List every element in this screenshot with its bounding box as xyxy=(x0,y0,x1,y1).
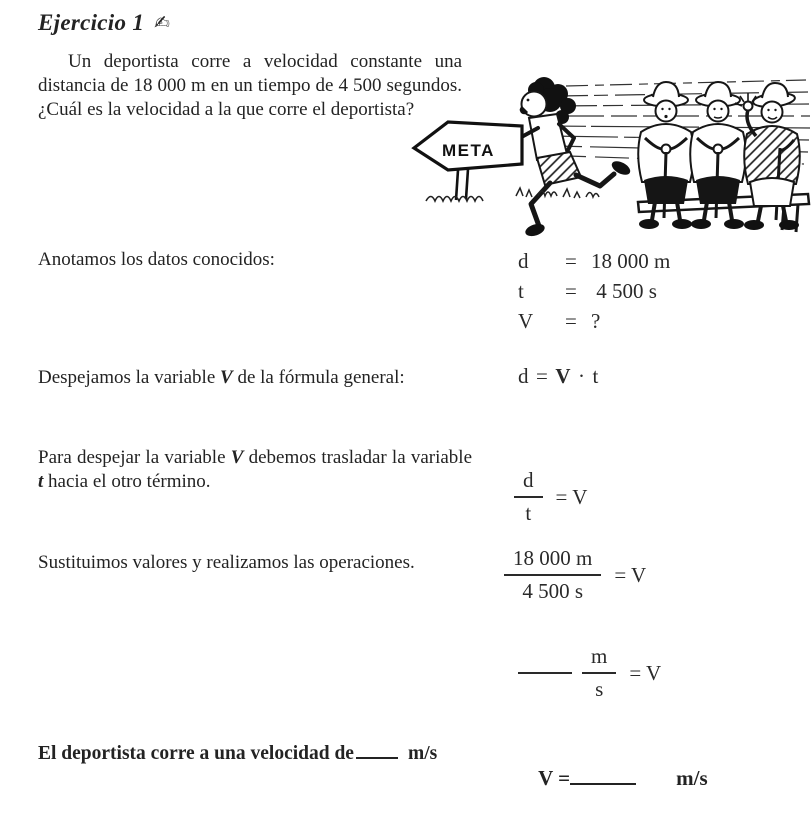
equals-v: = V xyxy=(555,484,588,509)
step-3-variable-t: t xyxy=(38,471,44,492)
fraction-numerator: 18 000 m xyxy=(504,546,601,576)
equals-sign: = xyxy=(552,766,571,790)
conclusion-blank-line xyxy=(356,742,398,759)
step-3-variable-v: V xyxy=(230,447,244,468)
formula-substituted xyxy=(504,546,646,604)
conclusion-sentence xyxy=(38,742,437,765)
runner-illustration xyxy=(398,40,812,240)
variable-name: d xyxy=(518,249,529,273)
fraction-numerator: d xyxy=(514,468,543,498)
fraction-denominator: t xyxy=(525,501,532,525)
grass-tufts-icon xyxy=(516,188,599,198)
variable-value: 18 000 m xyxy=(591,249,671,273)
formula-solved xyxy=(514,468,587,526)
data-row-time xyxy=(518,276,670,306)
final-unit: m/s xyxy=(676,766,708,790)
writing-hand-icon: ✍ xyxy=(154,12,171,34)
meta-sign-label: META xyxy=(442,141,495,160)
equals-v: = V xyxy=(614,562,647,587)
step-2-pre: Despejamos la variable xyxy=(38,367,221,388)
equals-sign: = xyxy=(536,364,549,388)
final-answer-blank-line xyxy=(570,768,636,785)
step-2-label xyxy=(38,366,474,390)
variable-value: ? xyxy=(591,309,601,333)
equals-sign: = xyxy=(565,279,577,303)
problem-statement: Un deportista corre a velocidad constante una distancia de 18 000 m en un tiempo de 4 500 segundos. ¿Cuál es la velocidad a la que corre el deportista? xyxy=(38,51,462,120)
grass-icon xyxy=(426,197,483,202)
answer-blank-line xyxy=(518,672,572,674)
variable-name: V xyxy=(518,309,534,333)
conclusion-text: El deportista corre a una velocidad de xyxy=(38,743,354,764)
multiplication-dot: · xyxy=(578,364,586,388)
step-2-post: de la fórmula general: xyxy=(232,367,405,388)
data-row-distance xyxy=(518,246,670,276)
formula-d: d xyxy=(518,364,529,388)
variable-name: t xyxy=(518,279,524,303)
formula-v: V xyxy=(555,364,572,388)
data-row-velocity xyxy=(518,306,670,336)
final-v: V xyxy=(538,766,553,790)
conclusion-unit: m/s xyxy=(407,743,438,764)
formula-t: t xyxy=(592,364,599,388)
known-data-list xyxy=(518,246,670,336)
fraction-denominator: 4 500 s xyxy=(522,579,584,603)
fraction-d-over-t xyxy=(514,468,543,526)
equals-sign: = xyxy=(565,309,577,333)
fraction-numerator: m xyxy=(582,644,616,674)
exercise-title-text: Ejercicio 1 xyxy=(38,10,145,35)
step-3-mid: debemos trasladar la variable xyxy=(243,447,472,468)
step-3-label xyxy=(38,446,472,494)
step-4-label: Sustituimos valores y realizamos las operaciones. xyxy=(38,552,415,573)
variable-value: 4 500 s xyxy=(591,279,657,303)
formula-general xyxy=(518,364,599,389)
final-equation xyxy=(528,741,708,791)
exercise-title xyxy=(38,10,170,36)
formula-answer-blank xyxy=(518,644,661,702)
equals-v: = V xyxy=(629,660,662,685)
fraction-values xyxy=(504,546,601,604)
runner-illustration-svg xyxy=(398,40,812,240)
step-1-label: Anotamos los datos conocidos: xyxy=(38,249,275,270)
fraction-m-over-s xyxy=(582,644,616,702)
step-3-post: hacia el otro término. xyxy=(43,471,211,492)
step-3-pre: Para despejar la variable xyxy=(38,447,231,468)
fraction-denominator: s xyxy=(595,677,604,701)
equals-sign: = xyxy=(565,249,577,273)
step-2-variable-v: V xyxy=(220,367,233,388)
